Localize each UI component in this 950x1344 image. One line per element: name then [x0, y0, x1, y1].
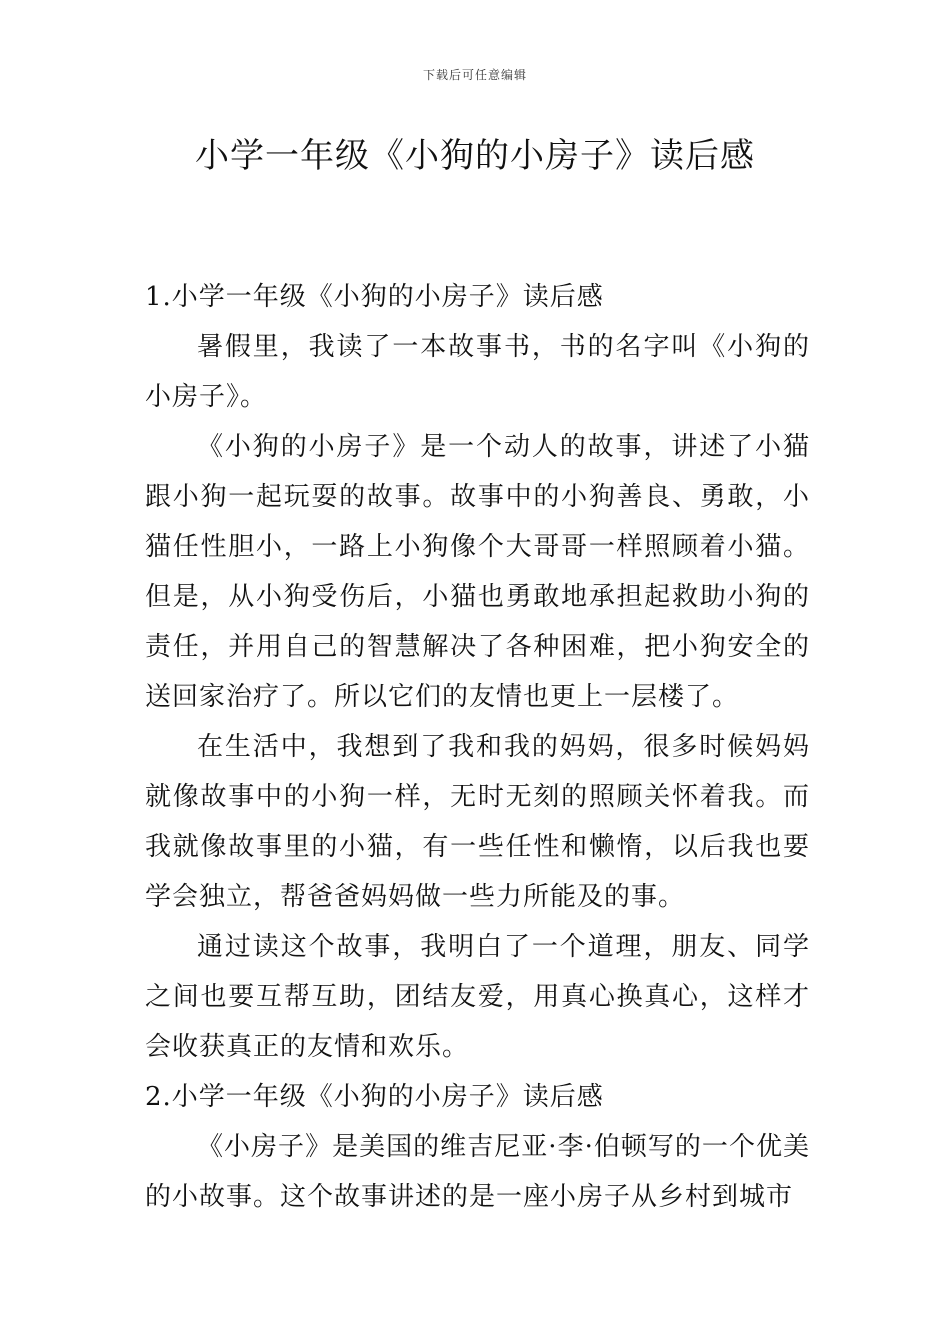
paragraph: 《小房子》是美国的维吉尼亚·李·伯顿写的一个优美的小故事。这个故事讲述的是一座小房子从乡村到城市 [145, 1132, 810, 1212]
section-heading-1: 1.小学一年级《小狗的小房子》读后感 [145, 282, 604, 312]
document-body [145, 272, 810, 1222]
section-heading-2: 2.小学一年级《小狗的小房子》读后感 [145, 1082, 604, 1112]
paragraph: 《小狗的小房子》是一个动人的故事，讲述了小猫跟小狗一起玩耍的故事。故事中的小狗善良、勇敢，小猫任性胆小，一路上小狗像个大哥哥一样照顾着小猫。但是，从小狗受伤后，小猫也勇敢地承担起救助小狗的责任，并用自己的智慧解决了各种困难，把小狗安全的送回家治疗了。所以它们的友情也更上一层楼了。 [145, 432, 810, 712]
paragraph: 暑假里，我读了一本故事书，书的名字叫《小狗的小房子》。 [145, 332, 810, 412]
paragraph: 在生活中，我想到了我和我的妈妈，很多时候妈妈就像故事中的小狗一样，无时无刻的照顾关怀着我。而我就像故事里的小猫，有一些任性和懒惰，以后我也要学会独立，帮爸爸妈妈做一些力所能及的事。 [145, 732, 810, 912]
header-note: 下载后可任意编辑 [422, 68, 527, 82]
paragraph: 通过读这个故事，我明白了一个道理，朋友、同学之间也要互帮互助，团结友爱，用真心换真心，这样才会收获真正的友情和欢乐。 [145, 932, 810, 1062]
document-title: 小学一年级《小狗的小房子》读后感 [195, 136, 755, 176]
